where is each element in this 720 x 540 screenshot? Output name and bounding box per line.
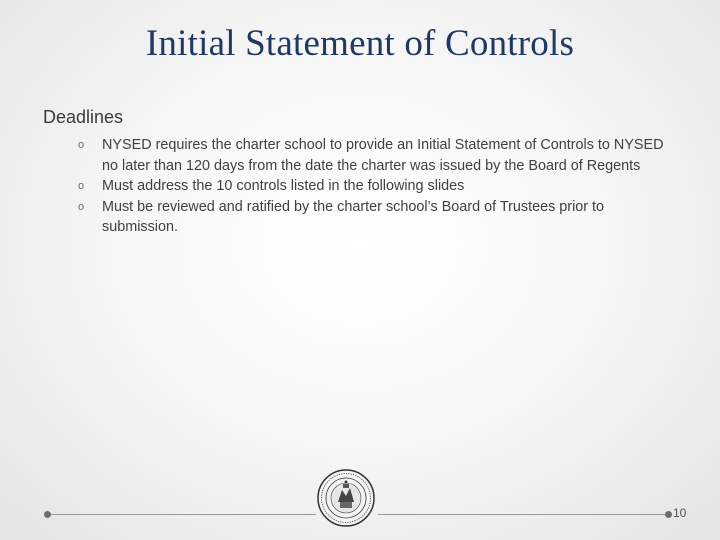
footer-dot-right — [665, 511, 672, 518]
footer-rule-right — [378, 514, 668, 515]
bullet-text: Must address the 10 controls listed in the following slides — [102, 178, 465, 194]
bullet-item — [78, 135, 678, 176]
bullet-list — [78, 135, 678, 238]
slide-title: Initial Statement of Controls — [145, 23, 575, 64]
bullet-item — [78, 176, 678, 197]
bullet-text: NYSED requires the charter school to provide an Initial Statement of Controls to NYSED no later than 120 days from the date the charter was issued by the Board of Regents — [102, 137, 664, 174]
footer-rule-left — [48, 514, 316, 515]
state-seal-icon — [316, 468, 376, 528]
bullet-marker-icon: o — [78, 200, 85, 213]
bullet-item — [78, 197, 678, 238]
page-number: 10 — [673, 506, 687, 520]
bullet-marker-icon: o — [78, 180, 85, 192]
footer-dot-left — [44, 511, 51, 518]
bullet-text: Must be reviewed and ratified by the charter school’s Board of Trustees prior to submission. — [102, 198, 605, 235]
section-heading: Deadlines — [43, 107, 124, 127]
bullet-marker-icon: o — [78, 139, 85, 151]
